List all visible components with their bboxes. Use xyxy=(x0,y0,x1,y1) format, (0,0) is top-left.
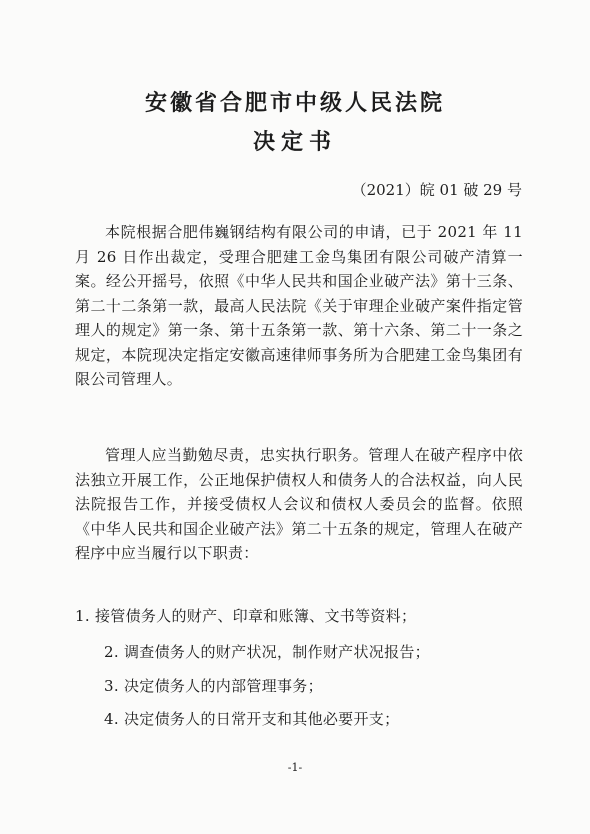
duty-item-4: 4. 决定债务人的日常开支和其他必要开支； xyxy=(104,710,400,728)
duty-item-2: 2. 调查债务人的财产状况，制作财产状况报告； xyxy=(104,643,430,661)
duty-item-1: 1. 接管债务人的财产、印章和账簿、文书等资料； xyxy=(75,607,417,625)
duty-item-3: 3. 决定债务人的内部管理事务； xyxy=(104,677,323,695)
paragraph-administrator-duties: 管理人应当勤勉尽责，忠实执行职务。管理人在破产程序中依法独立开展工作，公正地保护债权人和债务人的合法权益，向人民法院报告工作，并接受债权人会议和债权人委员会的监督。依照《中华人民共和国企业破产法》第二十五条的规定，管理人在破产程序中应当履行以下职责： xyxy=(75,446,523,562)
document-type-title: 决定书 xyxy=(252,130,337,155)
paragraph-appointment: 本院根据合肥伟巍钢结构有限公司的申请，已于 2021 年 11 月 26 日作出裁定，受理合肥建工金鸟集团有限公司破产清算一案。经公开摇号，依照《中华人民共和国企业破产法》第十三条、第二十二条第一款，最高人民法院《关于审理企业破产案件指定管理人的规定》第一条、第十五条第一款、第十六条、第二十一条之规定，本院现决定指定安徽高速律师事务所为合肥建工金鸟集团有限公司管理人。 xyxy=(75,223,523,388)
page-number: -1- xyxy=(287,761,303,774)
case-number: （2021）皖 01 破 29 号 xyxy=(351,181,522,199)
court-name: 安徽省合肥市中级人民法院 xyxy=(144,91,445,116)
